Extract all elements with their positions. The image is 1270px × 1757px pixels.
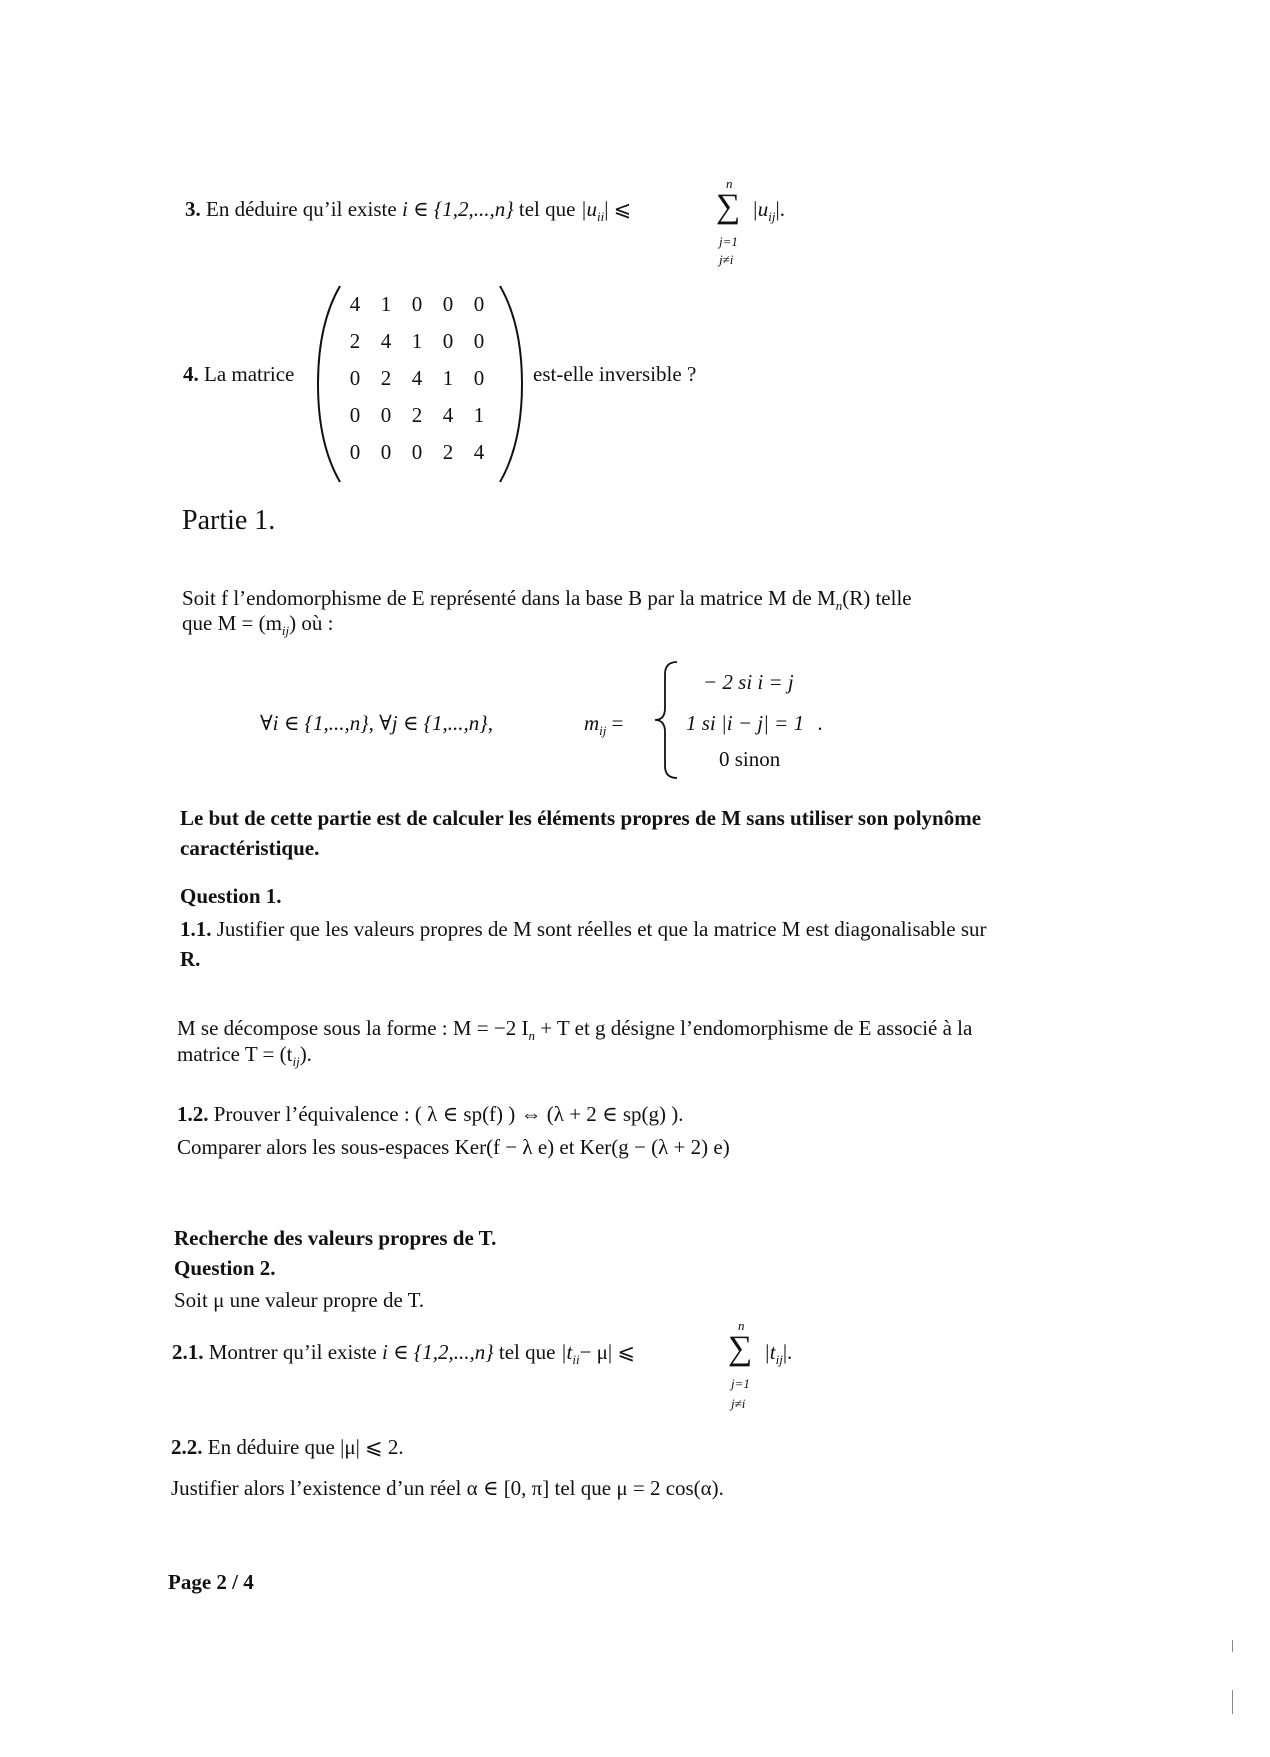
question-1-1-label: 1.1. bbox=[180, 917, 212, 941]
intro-line-2-sub: ij bbox=[281, 623, 290, 639]
intro-line-1 bbox=[182, 586, 912, 614]
matrix-cell: 0 bbox=[380, 440, 392, 464]
question-2-2-label: 2.2. bbox=[171, 1435, 203, 1459]
question-3-rhs bbox=[752, 197, 785, 225]
question-2-1-lhs-sub: ii bbox=[572, 1352, 580, 1368]
question-2-1 bbox=[172, 1340, 635, 1368]
partie-title: Partie 1. bbox=[182, 505, 276, 536]
question-3-sum-bottom-1: j=1 bbox=[719, 234, 738, 249]
decomposition-line-1b: + T et g désigne l’endomorphisme de E associé à la bbox=[540, 1016, 973, 1040]
goal-line-2: caractéristique. bbox=[180, 836, 320, 860]
definition-quantifiers: ∀i ∈ {1,...,n}, ∀j ∈ {1,...,n}, bbox=[260, 711, 493, 735]
question-3 bbox=[185, 197, 631, 225]
question-2-intro: Soit μ une valeur propre de T. bbox=[174, 1288, 425, 1312]
question-2-1-condition: i ∈ {1,2,...,n} bbox=[381, 1340, 494, 1364]
question-2-1-rhs-sub: ij bbox=[775, 1352, 783, 1368]
matrix-cell: 0 bbox=[411, 292, 423, 316]
goal-line-1: Le but de cette partie est de calculer les éléments propres de M sans utiliser son polynôme bbox=[180, 806, 982, 830]
question-4-prefix bbox=[183, 362, 294, 387]
question-2-1-lhs: |t bbox=[560, 1340, 573, 1364]
question-4-text-b: est-elle inversible ? bbox=[533, 362, 697, 386]
definition-lhs bbox=[584, 711, 624, 739]
question-2-2-text: En déduire que |μ| ⩽ 2. bbox=[207, 1435, 404, 1459]
decomposition-line-2b: ). bbox=[299, 1042, 312, 1066]
page-number: Page 2 / 4 bbox=[168, 1570, 254, 1594]
question-1-title: Question 1. bbox=[180, 884, 282, 908]
question-3-label: 3. bbox=[185, 197, 201, 221]
question-2-1-sum-top: n bbox=[738, 1318, 745, 1333]
matrix-cell: 2 bbox=[380, 366, 392, 390]
question-2-1-lhs-end: − μ| ⩽ bbox=[579, 1340, 635, 1364]
matrix-cell: 4 bbox=[380, 329, 392, 353]
question-1-2-text: Prouver l’équivalence : ( λ ∈ sp(f) ) ⇔ (λ + 2 ∈ sp(g) ). bbox=[213, 1102, 684, 1126]
question-3-sum-bottom-2: j≠i bbox=[719, 252, 734, 267]
matrix-cell: 0 bbox=[442, 292, 454, 316]
decomposition-line-1a: M se décompose sous la forme : M = −2 I bbox=[177, 1016, 529, 1040]
intro-line-2-end: ) où : bbox=[289, 611, 334, 635]
definition-m-sub: ij bbox=[599, 723, 607, 739]
question-2-1-rhs-term: |t bbox=[764, 1340, 776, 1364]
definition-case-2-period: . bbox=[817, 711, 823, 735]
matrix-cell: 2 bbox=[411, 403, 423, 427]
question-2-1-sum-bottom-2: j≠i bbox=[731, 1396, 746, 1411]
matrix-cell: 0 bbox=[349, 403, 361, 427]
matrix-cell: 0 bbox=[349, 440, 361, 464]
matrix-cell: 0 bbox=[473, 292, 485, 316]
decomposition-line-2a: matrice T = (t bbox=[177, 1042, 293, 1066]
matrix-cell: 4 bbox=[349, 292, 361, 316]
matrix-cell: 1 bbox=[380, 292, 392, 316]
definition-case-1: − 2 si i = j bbox=[703, 670, 794, 694]
question-1-1-line-1 bbox=[180, 917, 987, 942]
matrix-cell: 0 bbox=[473, 366, 485, 390]
intro-line-1-end: (R) telle bbox=[842, 586, 912, 610]
definition-case-2 bbox=[686, 711, 823, 736]
question-3-text-a: En déduire qu’il existe bbox=[206, 197, 397, 221]
question-2-1-text-a: Montrer qu’il existe bbox=[208, 1340, 377, 1364]
question-2-1-label: 2.1. bbox=[172, 1340, 204, 1364]
question-3-lhs: |u bbox=[580, 197, 597, 221]
question-4-text-a: La matrice bbox=[204, 362, 295, 386]
definition-equals: = bbox=[611, 711, 624, 735]
search-title: Recherche des valeurs propres de T. bbox=[174, 1226, 497, 1250]
question-1-2-compare: Comparer alors les sous-espaces Ker(f − λ e) et Ker(g − (λ + 2) e) bbox=[177, 1135, 730, 1159]
question-2-2-justify: Justifier alors l’existence d’un réel α ∈ [0, π] tel que μ = 2 cos(α). bbox=[171, 1476, 724, 1500]
question-3-sum-top: n bbox=[726, 176, 733, 191]
decomposition-line-2 bbox=[177, 1042, 312, 1070]
definition-case-2-text: 1 si |i − j| = 1 bbox=[686, 711, 805, 735]
matrix-right-paren bbox=[496, 284, 526, 484]
question-3-sigma: ∑ bbox=[716, 188, 741, 225]
decomposition-line-1-sub: n bbox=[528, 1028, 535, 1044]
question-3-rhs-end: |. bbox=[775, 197, 785, 221]
question-3-lhs-end: | ⩽ bbox=[604, 197, 632, 221]
question-1-2-label: 1.2. bbox=[177, 1102, 209, 1126]
decomposition-line-1 bbox=[177, 1016, 972, 1044]
question-4-label: 4. bbox=[183, 362, 199, 386]
question-2-1-rhs-end: |. bbox=[782, 1340, 793, 1364]
intro-line-1-text: Soit f l’endomorphisme de E représenté dans la base B par la matrice M de M bbox=[182, 586, 836, 610]
matrix-cell: 4 bbox=[411, 366, 423, 390]
matrix-cell: 1 bbox=[442, 366, 454, 390]
matrix-cell: 1 bbox=[411, 329, 423, 353]
matrix-cell: 1 bbox=[473, 403, 485, 427]
matrix-cell: 0 bbox=[411, 440, 423, 464]
question-2-1-sigma: ∑ bbox=[728, 1330, 753, 1367]
question-1-1-line-2: R. bbox=[180, 947, 201, 971]
matrix-cell: 2 bbox=[442, 440, 454, 464]
question-3-lhs-sub: ii bbox=[596, 209, 605, 225]
definition-brace bbox=[653, 660, 681, 780]
matrix-cell: 4 bbox=[442, 403, 454, 427]
matrix-cell: 0 bbox=[442, 329, 454, 353]
scan-mark-1 bbox=[1232, 1640, 1233, 1652]
definition-case-3: 0 sinon bbox=[719, 747, 781, 771]
intro-line-2-text: que M = (m bbox=[182, 611, 282, 635]
question-2-1-sum-bottom-1: j=1 bbox=[731, 1376, 750, 1391]
question-2-1-text-b: tel que bbox=[498, 1340, 556, 1364]
question-3-text-b: tel que bbox=[518, 197, 576, 221]
matrix-4 bbox=[340, 292, 500, 477]
question-2-1-rhs bbox=[764, 1340, 792, 1368]
matrix-cell: 2 bbox=[349, 329, 361, 353]
definition-m: m bbox=[584, 711, 600, 735]
matrix-cell: 4 bbox=[473, 440, 485, 464]
question-1-1-text: Justifier que les valeurs propres de M sont réelles et que la matrice M est diagonalisable sur bbox=[216, 917, 987, 941]
question-2-2 bbox=[171, 1435, 404, 1460]
question-2-title: Question 2. bbox=[174, 1256, 276, 1280]
question-3-rhs-sub: ij bbox=[768, 209, 776, 225]
matrix-cell: 0 bbox=[349, 366, 361, 390]
question-3-condition: i ∈ {1,2,...,n} bbox=[401, 197, 514, 221]
matrix-cell: 0 bbox=[380, 403, 392, 427]
decomposition-line-2-sub: ij bbox=[292, 1054, 300, 1070]
intro-line-1-sub: n bbox=[835, 598, 843, 614]
intro-line-2 bbox=[182, 611, 333, 639]
matrix-cell: 0 bbox=[473, 329, 485, 353]
question-3-rhs-term: |u bbox=[752, 197, 769, 221]
question-1-2 bbox=[177, 1102, 684, 1127]
scan-mark-2 bbox=[1232, 1690, 1233, 1714]
